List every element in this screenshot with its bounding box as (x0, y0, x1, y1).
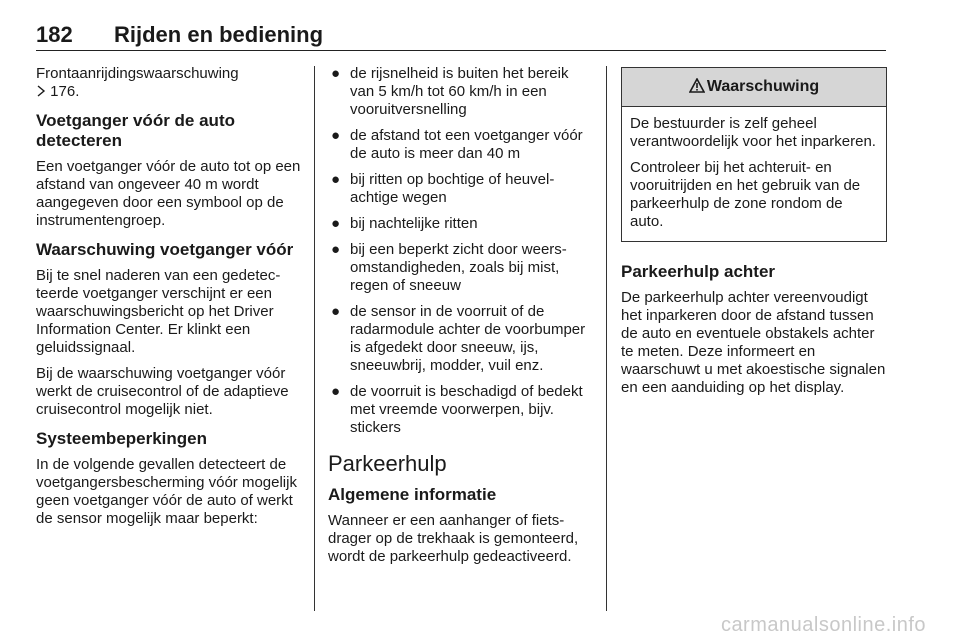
list-item-text: de voorruit is beschadigd of bedekt met vreemde voorwerpen, bijv. stickers (350, 383, 583, 436)
column-right (621, 65, 887, 405)
heading-system-limits: Systeembeperkingen (36, 429, 208, 448)
list-item (328, 241, 592, 295)
paragraph: In de volgende gevallen detecteert de voetgangersbescherming vóór mogelijk geen voetganger vóór de auto of werkt de sensor mogelijk maar beperkt: (36, 456, 297, 527)
bullet-icon: ● (331, 383, 341, 400)
warning-body (622, 107, 886, 241)
heading-pedestrian-detection: Voetganger vóór de auto detecteren (36, 111, 235, 150)
warning-header (622, 68, 886, 107)
bullet-icon: ● (331, 127, 341, 144)
page-header (36, 22, 886, 51)
list-item (328, 383, 592, 437)
limitations-list (328, 65, 592, 437)
list-item-text: de sensor in de voorruit of de radarmodule achter de voorbumper is afgedekt door sneeuw, ijs, sneeuwbrij, modder, vuil enz. (350, 303, 586, 374)
bullet-icon: ● (331, 215, 341, 232)
heading-general-info: Algemene informatie (328, 485, 497, 504)
paragraph: Een voetganger vóór de auto tot op een afstand van ongeveer 40 m wordt aangegeven door een symbool op de instrumentengroep. (36, 158, 301, 229)
paragraph: De bestuurder is zelf geheel verantwoordelijk voor het inparkeren. (630, 115, 876, 150)
paragraph: Bij de waarschuwing voetganger vóór werkt de cruisecontrol of de adaptieve cruisecontrol mogelijk niet. (36, 365, 289, 418)
list-item (328, 303, 592, 375)
paragraph: Controleer bij het achteruit- en vooruitrijden en het gebruik van de parkeerhulp de zone rondom de auto. (630, 159, 861, 230)
list-item-text: de afstand tot een voetganger vóór de auto is meer dan 40 m (350, 127, 583, 162)
column-divider (314, 66, 315, 611)
bullet-icon: ● (331, 171, 341, 188)
list-item (328, 215, 592, 233)
heading-rear-parking-assist: Parkeerhulp achter (621, 262, 776, 281)
bullet-icon: ● (331, 65, 341, 82)
ref-page-link[interactable]: 176. (50, 83, 80, 100)
arrow-ref-icon (36, 83, 50, 100)
chapter-title: Rijden en bediening (114, 22, 324, 47)
column-divider (606, 66, 607, 611)
watermark: carmanualsonline.info (720, 614, 926, 636)
warning-title: Waarschuwing (706, 78, 820, 95)
paragraph: De parkeerhulp achter vereenvoudigt het inparkeren door de afstand tussen de auto en eventuele obstakels achter te meten. Deze informeert en waarschuwt u met akoestische signalen en een aanduiding op het display. (621, 289, 886, 396)
heading-parking-assist: Parkeerhulp (328, 451, 447, 476)
bullet-icon: ● (331, 241, 341, 258)
warning-triangle-icon (689, 78, 705, 96)
heading-pedestrian-warning: Waarschuwing voetganger vóór (36, 240, 294, 259)
column-left (36, 65, 302, 536)
list-item-text: bij nachtelijke ritten (350, 215, 478, 232)
list-item-text: de rijsnelheid is buiten het bereik van 5 km/h tot 60 km/h in een vooruitversnelling (350, 65, 569, 118)
page-number: 182 (36, 22, 73, 47)
paragraph: Bij te snel naderen van een gedetecteerde voetganger verschijnt er een waarschuwingsbericht op het Driver Information Center. Er klinkt een geluidssignaal. (36, 267, 281, 356)
bullet-icon: ● (331, 303, 341, 320)
list-item (328, 65, 592, 119)
list-item-text: bij een beperkt zicht door weersomstandigheden, zoals bij mist, regen of sneeuw (350, 241, 567, 294)
ref-text: Frontaanrijdingswaarschuwing (36, 65, 239, 82)
warning-box (621, 67, 887, 242)
cross-reference (36, 65, 302, 101)
paragraph: Wanneer er een aanhanger of fietsdrager op de trekhaak is gemonteerd, wordt de parkeerhulp gedeactiveerd. (328, 512, 579, 565)
column-middle (328, 65, 592, 574)
list-item-text: bij ritten op bochtige of heuvelachtige wegen (350, 171, 555, 206)
list-item (328, 127, 592, 163)
list-item (328, 171, 592, 207)
